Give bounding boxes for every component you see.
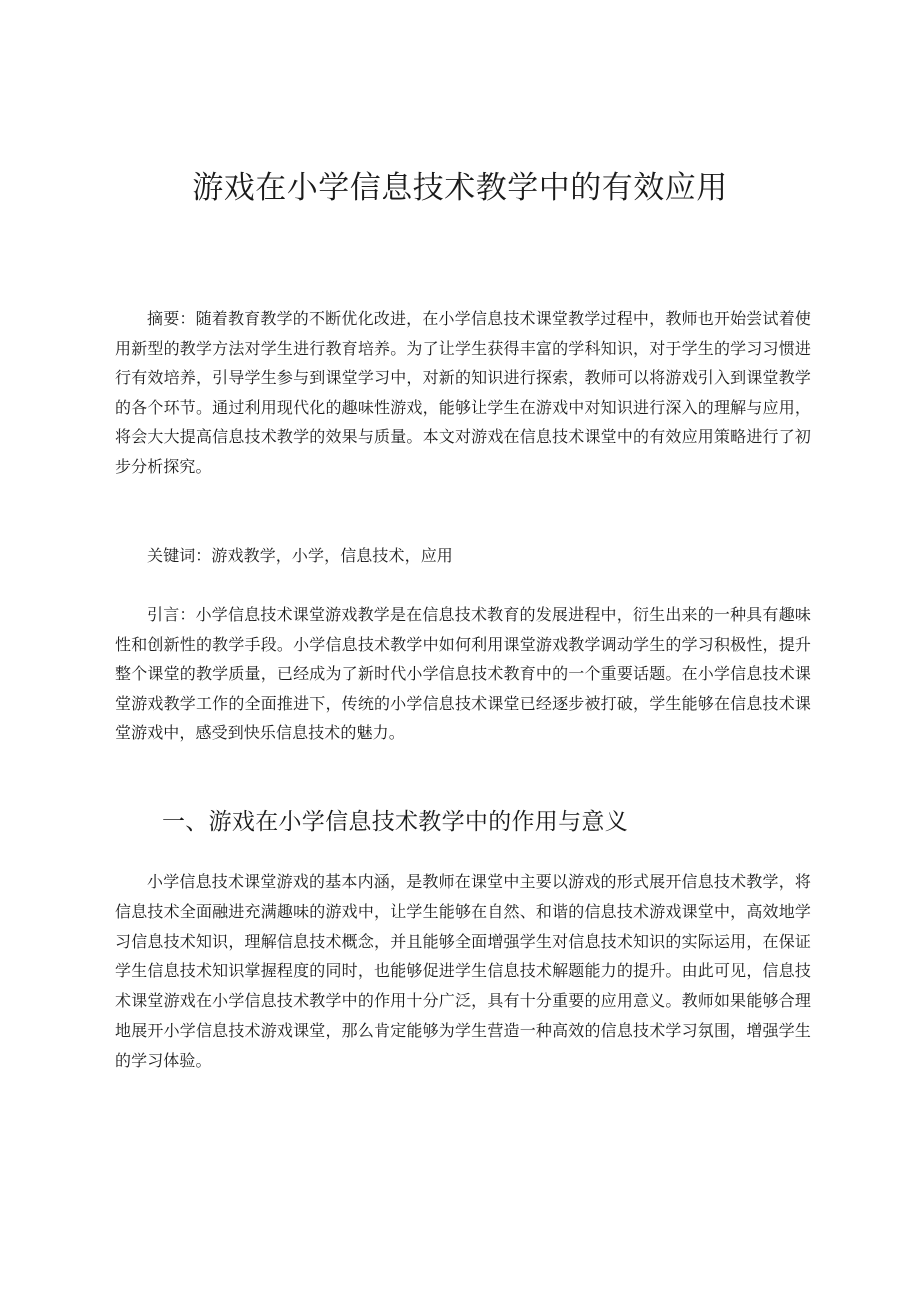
keywords-paragraph: 关键词：游戏教学，小学，信息技术，应用 bbox=[147, 546, 453, 565]
section-1-heading: 一、游戏在小学信息技术教学中的作用与意义 bbox=[162, 809, 628, 835]
document-title: 游戏在小学信息技术教学中的有效应用 bbox=[192, 170, 728, 206]
abstract-paragraph: 摘要：随着教育教学的不断优化改进，在小学信息技术课堂教学过程中，教师也开始尝试着使用新型的教学方法对学生进行教育培养。为了让学生获得丰富的学科知识，对于学生的学习习惯进行有效培养，引导学生参与到课堂学习中，对新的知识进行探索，教师可以将游戏引入到课堂教学的各个环节。通过利用现代化的趣味性游戏，能够让学生在游戏中对知识进行深入的理解与应用，将会大大提高信息技术教学的效果与质量。本文对游戏在信息技术课堂中的有效应用策略进行了初步分析探究。 bbox=[115, 309, 811, 476]
introduction-paragraph: 引言：小学信息技术课堂游戏教学是在信息技术教育的发展进程中，衍生出来的一种具有趣味性和创新性的教学手段。小学信息技术教学中如何利用课堂游戏教学调动学生的学习积极性，提升整个课堂的教学质量，已经成为了新时代小学信息技术教育中的一个重要话题。在小学信息技术课堂游戏教学工作的全面推进下，传统的小学信息技术课堂已经逐步被打破，学生能够在信息技术课堂游戏中，感受到快乐信息技术的魅力。 bbox=[115, 605, 811, 742]
section-1-paragraph: 小学信息技术课堂游戏的基本内涵，是教师在课堂中主要以游戏的形式展开信息技术教学，将信息技术全面融进充满趣味的游戏中，让学生能够在自然、和谐的信息技术游戏课堂中，高效地学习信息技术知识，理解信息技术概念，并且能够全面增强学生对信息技术知识的实际运用，在保证学生信息技术知识掌握程度的同时，也能够促进学生信息技术解题能力的提升。由此可见，信息技术课堂游戏在小学信息技术教学中的作用十分广泛，具有十分重要的应用意义。教师如果能够合理地展开小学信息技术游戏课堂，那么肯定能够为学生营造一种高效的信息技术学习氛围，增强学生的学习体验。 bbox=[115, 872, 811, 1070]
